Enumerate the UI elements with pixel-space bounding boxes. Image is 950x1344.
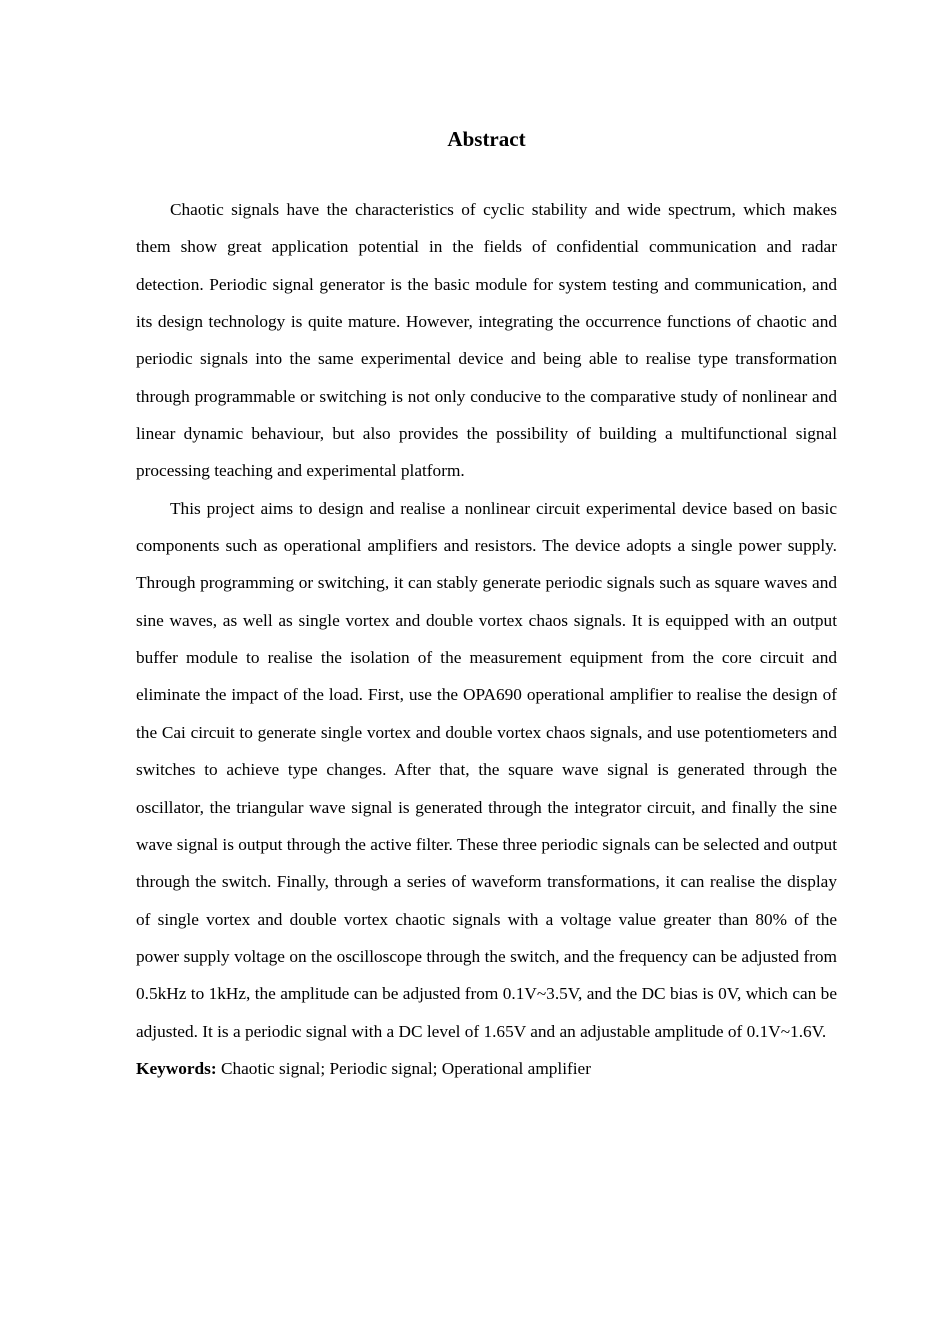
abstract-paragraph-2: This project aims to design and realise a nonlinear circuit experimental device based on basic components such as operational amplifiers and resistors. The device adopts a single power supply. Through programming or switching, it can stably generate periodic signals such as square waves and sine waves, as well as single vortex and double vortex chaos signals. It is equipped with an output buffer module to realise the isolation of the measurement equipment from the core circuit and eliminate the impact of the load. First, use the OPA690 operational amplifier to realise the design of the Cai circuit to generate single vortex and double vortex chaos signals, and use potentiometers and switches to achieve type changes. After that, the square wave signal is generated through the oscillator, the triangular wave signal is generated through the integrator circuit, and finally the sine wave signal is output through the active filter. These three periodic signals can be selected and output through the switch. Finally, through a series of waveform transformations, it can realise the display of single vortex and double vortex chaotic signals with a voltage value greater than 80% of the power supply voltage on the oscilloscope through the switch, and the frequency can be adjusted from 0.5kHz to 1kHz, the amplitude can be adjusted from 0.1V~3.5V, and the DC bias is 0V, which can be adjusted. It is a periodic signal with a DC level of 1.65V and an adjustable amplitude of 0.1V~1.6V. [136, 498, 837, 1041]
page-title: Abstract [447, 127, 526, 151]
abstract-paragraph-1: Chaotic signals have the characteristics of cyclic stability and wide spectrum, which makes them show great application potential in the fields of confidential communication and radar detection. Periodic signal generator is the basic module for system testing and communication, and its design technology is quite mature. However, integrating the occurrence functions of chaotic and periodic signals into the same experimental device and being able to realise type transformation through programmable or switching is not only conducive to the comparative study of nonlinear and linear dynamic behaviour, but also provides the possibility of building a multifunctional signal processing teaching and experimental platform. [136, 200, 837, 481]
keywords-label: Keywords: [136, 1058, 217, 1078]
keywords-text: Chaotic signal; Periodic signal; Operational amplifier [220, 1058, 591, 1078]
keywords-line [136, 1050, 837, 1087]
abstract-page [136, 124, 837, 1087]
